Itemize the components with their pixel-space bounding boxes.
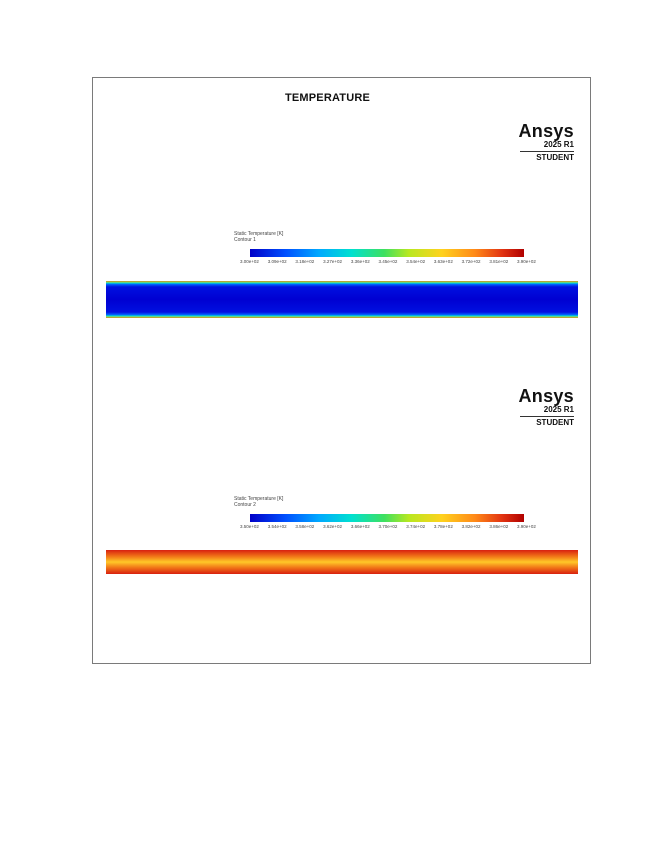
tick-label: 3.50e+02 [240,524,259,529]
tick-label: 3.27e+02 [323,259,343,264]
tick-label: 3.90e+02 [517,259,536,264]
tick-label: 3.58e+02 [295,524,315,529]
logo-edition: STUDENT [536,153,574,162]
figure-frame [92,77,591,664]
tick-label: 3.78e+02 [433,524,453,529]
legend-subtitle-line: Contour 2 [234,502,256,508]
tick-label: 3.66e+02 [350,524,370,529]
page-title: TEMPERATURE [284,92,371,104]
temperature-contour-2 [106,550,578,574]
tick-label: 3.82e+02 [461,524,481,529]
colorbar-ticks [240,259,536,265]
colorbar-ticks [240,524,536,530]
ansys-logo [514,122,574,164]
logo-brand: Ansys [518,121,574,141]
legend-title [234,231,283,243]
tick-label: 3.36e+02 [350,259,370,264]
colorbar [250,249,524,257]
temperature-contour-1 [106,281,578,318]
tick-label: 3.86e+02 [489,524,509,529]
tick-label: 3.81e+02 [489,259,509,264]
logo-brand: Ansys [518,386,574,406]
tick-label: 3.45e+02 [378,259,398,264]
tick-label: 3.00e+02 [240,259,259,264]
tick-label: 3.72e+02 [461,259,481,264]
legend-title [234,496,283,508]
logo-version: 2025 R1 [520,405,574,417]
colorbar [250,514,524,522]
tick-label: 3.90e+02 [517,524,536,529]
tick-label: 3.54e+02 [406,259,426,264]
logo-version: 2025 R1 [520,140,574,152]
legend-title-line: Static Temperature [K] [234,231,284,237]
tick-label: 3.70e+02 [378,524,398,529]
legend-subtitle-line: Contour 1 [234,237,256,243]
ansys-logo [514,387,574,429]
legend-title-line: Static Temperature [K] [234,496,284,502]
logo-edition: STUDENT [536,418,574,427]
tick-label: 3.74e+02 [406,524,426,529]
tick-label: 3.54e+02 [267,524,287,529]
tick-label: 3.09e+02 [267,259,287,264]
tick-label: 3.62e+02 [323,524,343,529]
tick-label: 3.18e+02 [295,259,315,264]
tick-label: 3.63e+02 [433,259,453,264]
